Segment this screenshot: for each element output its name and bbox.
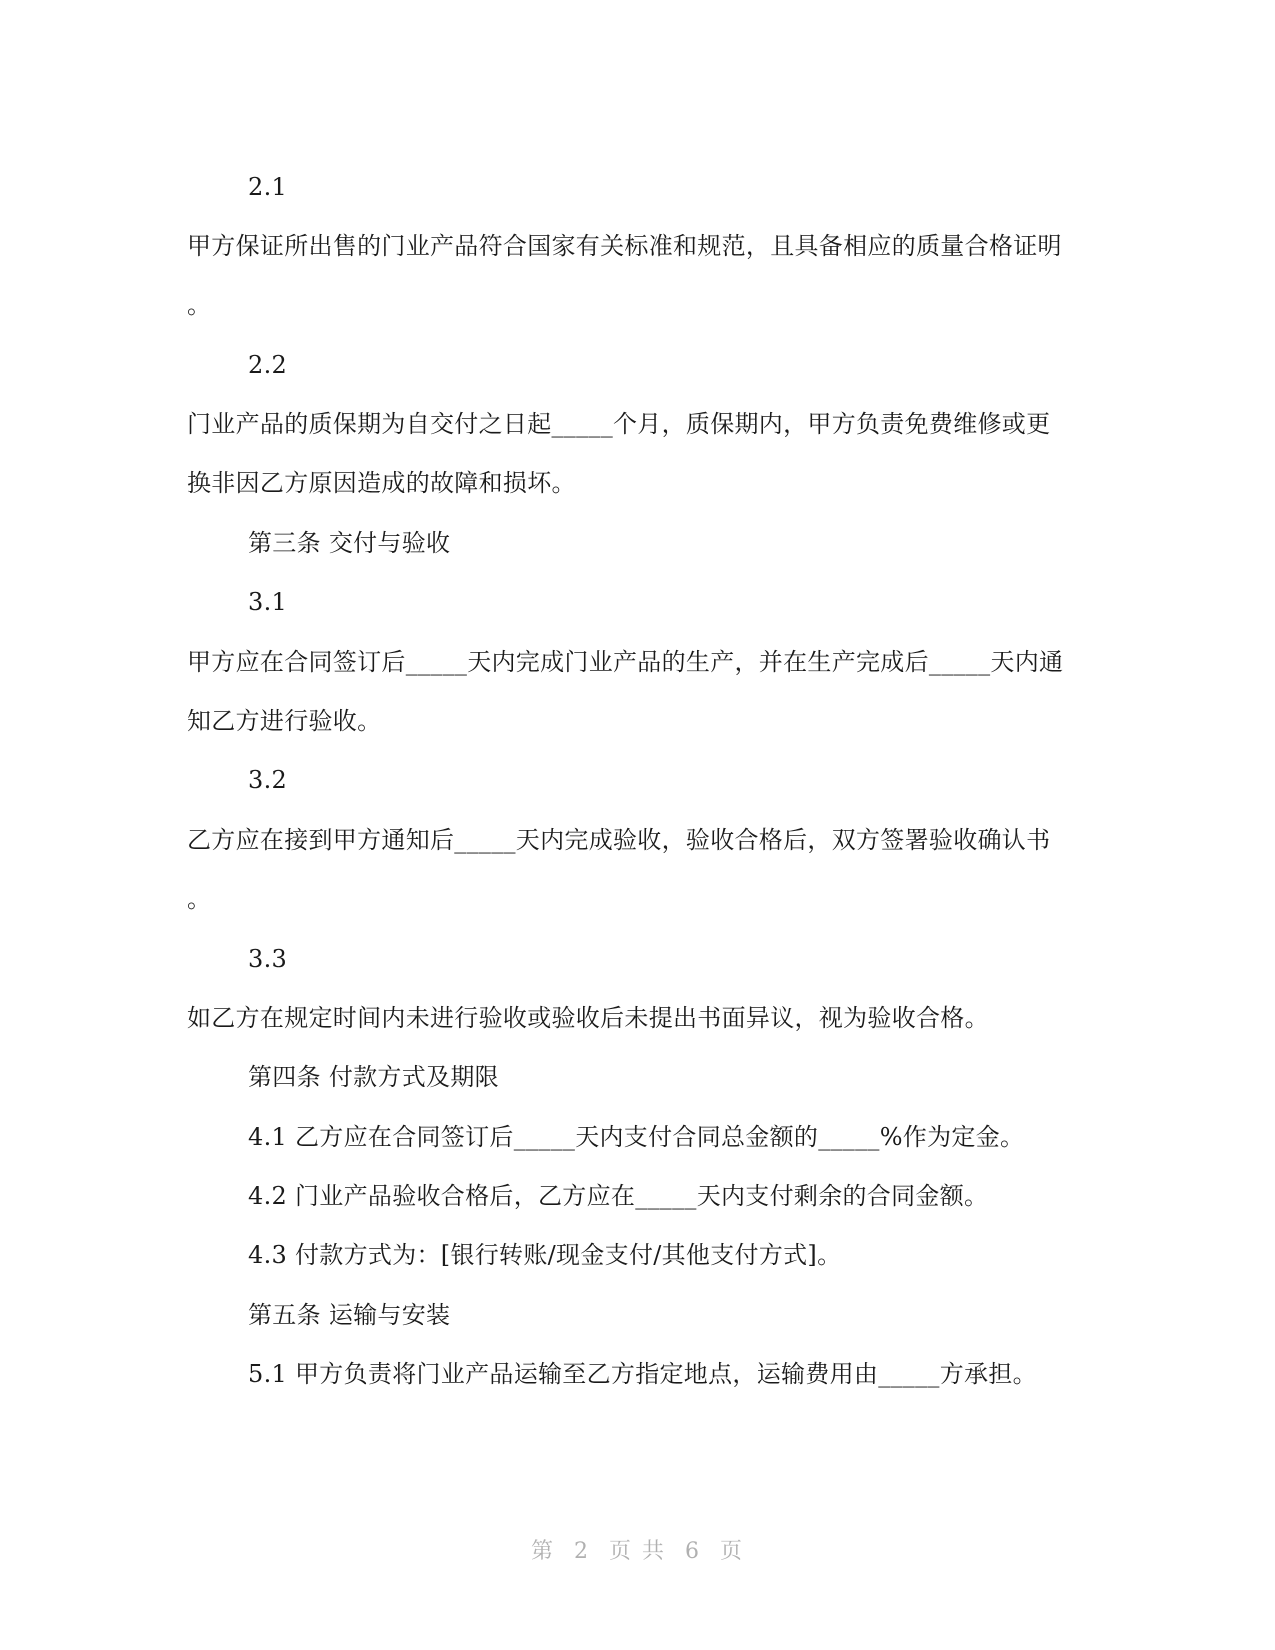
clause-3-2-text-line-2: 。 [187,885,212,913]
clause-3-1-text-line-2: 知乙方进行验收。 [187,707,382,735]
footer-middle: 页 共 [609,1539,666,1564]
clause-number-3-1: 3.1 [248,588,288,616]
clause-3-2-text-line-1: 乙方应在接到甲方通知后_____天内完成验收，验收合格后，双方签署验收确认书 [187,826,1051,854]
clause-number-3-2: 3.2 [248,766,288,794]
clause-2-2-text-line-2: 换非因乙方原因造成的故障和损坏。 [187,469,576,497]
clause-4-1-text: 4.1 乙方应在合同签订后_____天内支付合同总金额的_____%作为定金。 [248,1123,1025,1151]
footer-prefix: 第 [530,1539,555,1564]
clause-3-3-text: 如乙方在规定时间内未进行验收或验收后未提出书面异议，视为验收合格。 [187,1004,989,1032]
article-3-heading: 第三条 交付与验收 [248,529,451,557]
clause-4-2-text: 4.2 门业产品验收合格后，乙方应在_____天内支付剩余的合同金额。 [248,1182,989,1210]
clause-5-1-text: 5.1 甲方负责将门业产品运输至乙方指定地点，运输费用由_____方承担。 [248,1360,1037,1388]
clause-2-2-text-line-1: 门业产品的质保期为自交付之日起_____个月，质保期内，甲方负责免费维修或更 [187,410,1051,438]
clause-number-2-2: 2.2 [248,351,288,379]
article-4-heading: 第四条 付款方式及期限 [248,1063,499,1091]
article-5-heading: 第五条 运输与安装 [248,1301,451,1329]
clause-4-3-text: 4.3 付款方式为：[银行转账/现金支付/其他支付方式]。 [248,1241,842,1269]
footer-total-pages: 6 [685,1539,701,1564]
clause-2-1-text-line-1: 甲方保证所出售的门业产品符合国家有关标准和规范，且具备相应的质量合格证明 [187,232,1062,260]
clause-number-2-1: 2.1 [248,173,288,201]
page-footer [0,1534,1275,1565]
clause-3-1-text-line-1: 甲方应在合同签订后_____天内完成门业产品的生产，并在生产完成后_____天内通 [187,648,1064,676]
clause-number-3-3: 3.3 [248,945,288,973]
footer-current-page: 2 [574,1539,590,1564]
footer-suffix: 页 [720,1539,745,1564]
clause-2-1-text-line-2: 。 [187,291,212,319]
